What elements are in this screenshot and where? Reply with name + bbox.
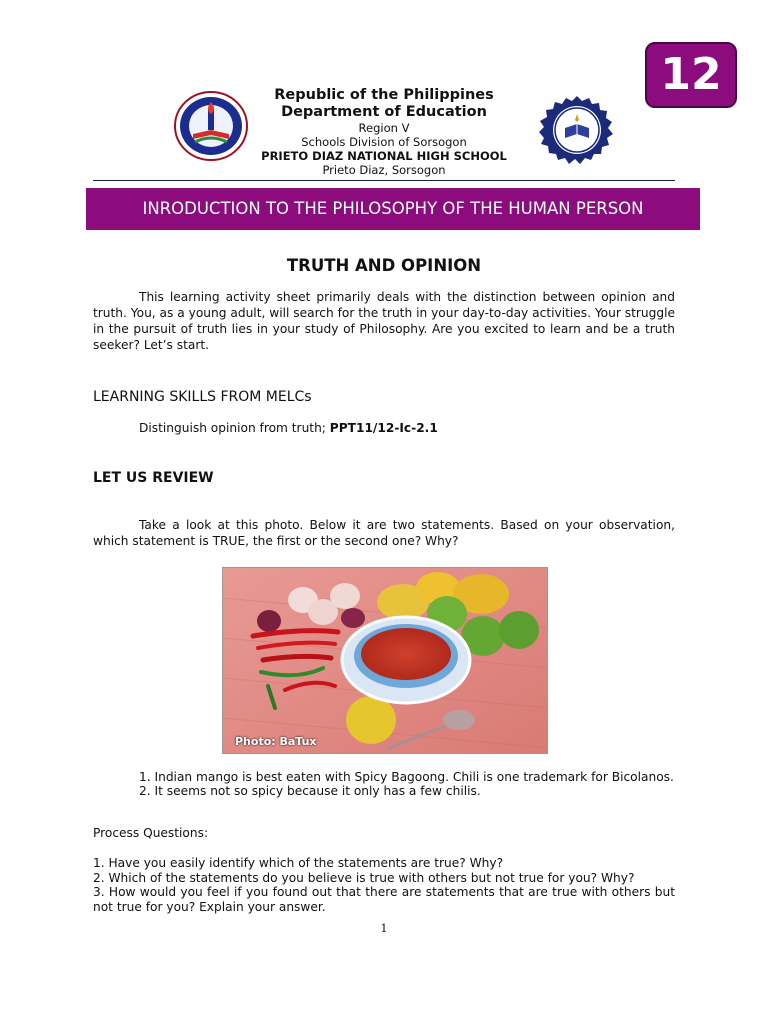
letterhead-department: Department of Education — [281, 104, 487, 120]
skills-heading: LEARNING SKILLS FROM MELCs — [93, 389, 312, 405]
grade-badge: 12 — [645, 42, 737, 108]
letterhead-division: Schools Division of Sorsogon — [301, 135, 467, 149]
question-item: 2. Which of the statements do you believe is true with others but not true for you? Why? — [93, 870, 635, 885]
statement-item: 2. It seems not so spicy because it only has a few chilis. — [139, 783, 481, 798]
page-number: 1 — [380, 922, 388, 935]
letterhead-address: Prieto Diaz, Sorsogon — [322, 163, 446, 177]
melc-text: Distinguish opinion from truth; — [139, 421, 330, 435]
header-divider — [93, 180, 675, 181]
letterhead-school: PRIETO DIAZ NATIONAL HIGH SCHOOL — [261, 149, 507, 163]
school-seal-logo — [536, 94, 618, 166]
letterhead-region: Region V — [358, 121, 410, 135]
review-photo — [222, 567, 548, 754]
letterhead — [230, 87, 538, 177]
letterhead-republic: Republic of the Philippines — [274, 87, 494, 103]
question-item: 3. How would you feel if you found out that there are statements that are true with others but not true for you? Explain your answer. — [93, 885, 675, 914]
melc-code: PPT11/12-Ic-2.1 — [329, 421, 438, 435]
statements-list — [139, 771, 675, 798]
subject-banner: INRODUCTION TO THE PHILOSOPHY OF THE HUMAN PERSON — [86, 188, 700, 230]
intro-paragraph: This learning activity sheet primarily deals with the distinction between opinion and truth. You, as a young adult, will search for the truth in your day-to-day activities. Your struggle in the pursuit of truth lies in your study of Philosophy. Are you excited to learn and be a truth seeker? Let’s start. — [93, 290, 675, 352]
statement-item: 1. Indian mango is best eaten with Spicy Bagoong. Chili is one trademark for Bicolanos. — [139, 770, 674, 784]
melc-statement — [139, 421, 438, 435]
photo-credit: Photo: BaTux — [235, 735, 317, 748]
question-item: 1. Have you easily identify which of the statements are true? Why? — [93, 856, 504, 870]
review-heading: LET US REVIEW — [93, 470, 214, 486]
page-title: TRUTH AND OPINION — [286, 256, 482, 275]
review-paragraph: Take a look at this photo. Below it are two statements. Based on your observation, which statement is TRUE, the first or the second one? Why? — [93, 518, 675, 548]
process-questions-heading: Process Questions: — [93, 826, 209, 840]
process-questions-list — [93, 856, 675, 914]
